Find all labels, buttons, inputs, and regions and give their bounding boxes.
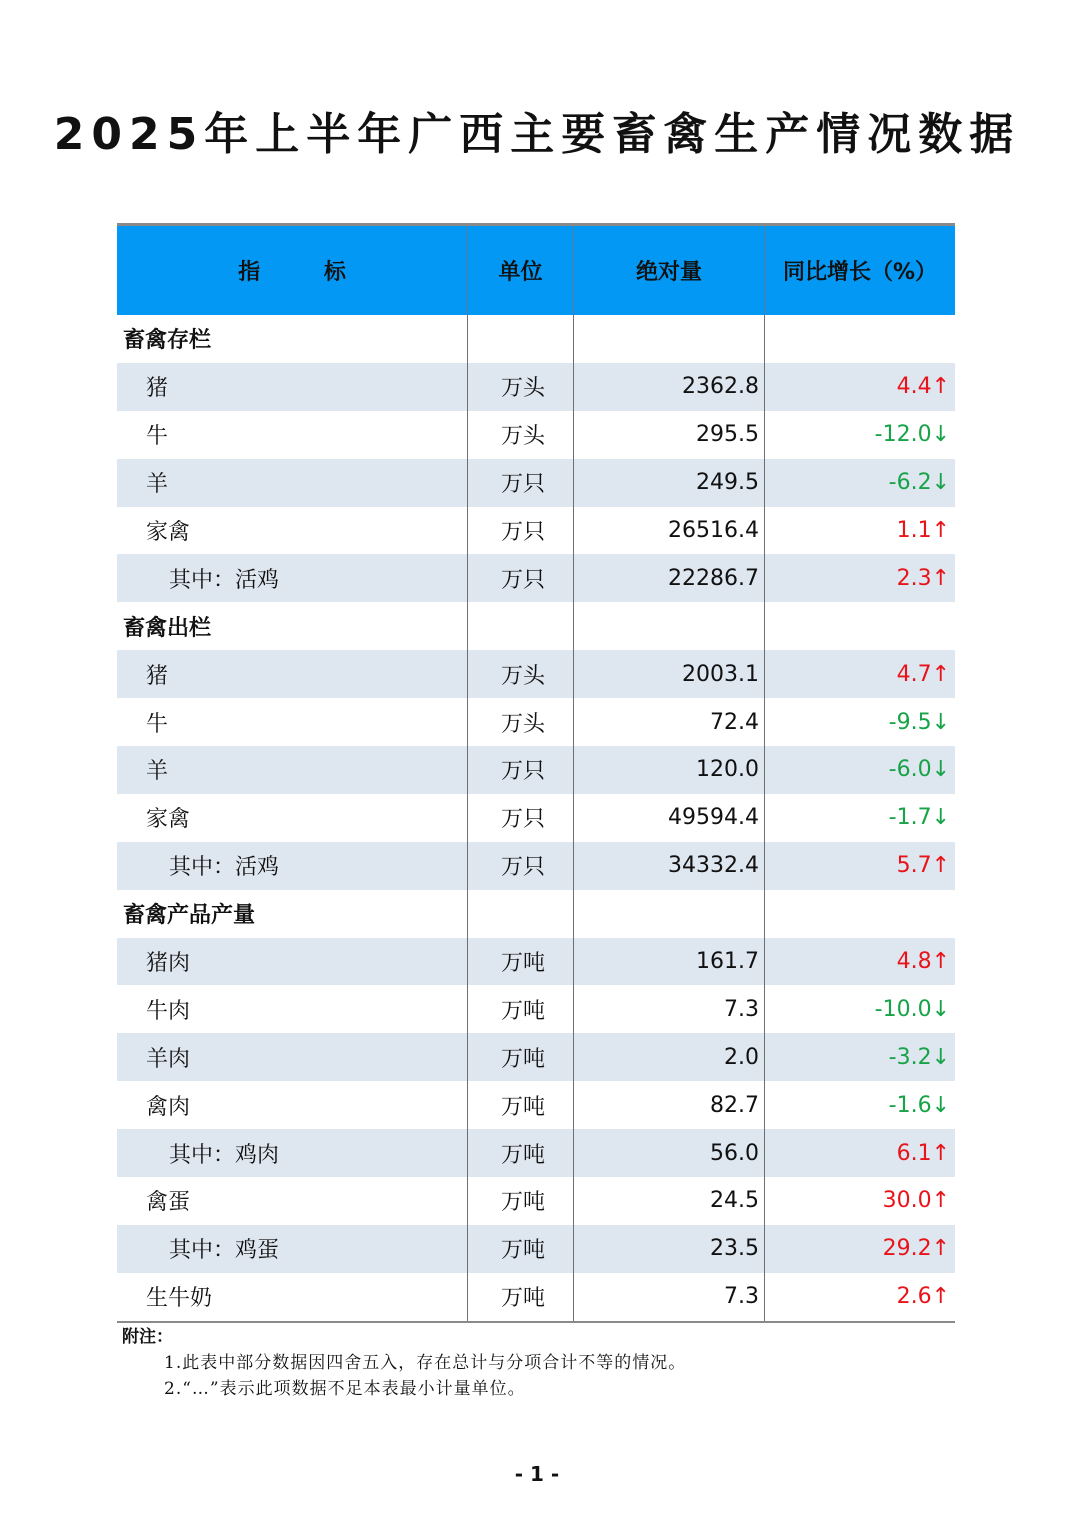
table-row — [117, 1273, 955, 1321]
row-name: 畜禽存栏 — [123, 328, 212, 354]
row-name: 猪 — [146, 663, 169, 689]
row-unit — [467, 602, 573, 650]
row-unit: 万只 — [467, 459, 573, 507]
row-name: 其中：鸡蛋 — [169, 1238, 280, 1264]
row-growth: 6.1↑ — [764, 1129, 955, 1177]
header-absolute: 绝对量 — [573, 226, 764, 315]
table-row — [117, 842, 955, 890]
table-row — [117, 938, 955, 986]
table-row — [117, 1225, 955, 1273]
footnotes — [122, 1324, 686, 1402]
row-name: 牛肉 — [146, 998, 191, 1024]
row-value: 56.0 — [573, 1129, 764, 1177]
row-unit: 万只 — [467, 554, 573, 602]
row-value: 22286.7 — [573, 554, 764, 602]
row-name: 牛 — [146, 424, 169, 450]
row-name: 畜禽出栏 — [123, 615, 212, 641]
row-value: 26516.4 — [573, 507, 764, 555]
row-growth: 2.6↑ — [764, 1273, 955, 1321]
row-value: 72.4 — [573, 698, 764, 746]
row-name: 羊 — [146, 759, 169, 785]
row-growth: -6.2↓ — [764, 459, 955, 507]
row-unit: 万只 — [467, 842, 573, 890]
row-growth: -1.6↓ — [764, 1081, 955, 1129]
table-row — [117, 890, 955, 938]
table-row — [117, 698, 955, 746]
row-growth: 30.0↑ — [764, 1177, 955, 1225]
row-value: 34332.4 — [573, 842, 764, 890]
row-unit: 万只 — [467, 746, 573, 794]
row-growth: -10.0↓ — [764, 985, 955, 1033]
row-growth: 5.7↑ — [764, 842, 955, 890]
row-value — [573, 890, 764, 938]
row-name: 畜禽产品产量 — [123, 903, 256, 929]
row-unit: 万吨 — [467, 938, 573, 986]
table-row — [117, 1033, 955, 1081]
row-unit: 万吨 — [467, 1129, 573, 1177]
row-name: 禽蛋 — [146, 1190, 191, 1216]
row-growth: 4.4↑ — [764, 363, 955, 411]
notes-heading: 附注： — [122, 1327, 173, 1347]
row-value: 49594.4 — [573, 794, 764, 842]
row-growth — [764, 602, 955, 650]
row-unit: 万吨 — [467, 1273, 573, 1321]
row-unit — [467, 315, 573, 363]
row-growth: 29.2↑ — [764, 1225, 955, 1273]
table-row — [117, 1081, 955, 1129]
row-value: 23.5 — [573, 1225, 764, 1273]
row-unit: 万头 — [467, 698, 573, 746]
row-value: 120.0 — [573, 746, 764, 794]
row-name: 猪 — [146, 376, 169, 402]
row-value: 7.3 — [573, 1273, 764, 1321]
note-item: 1.此表中部分数据因四舍五入，存在总计与分项合计不等的情况。 — [164, 1353, 687, 1373]
row-name: 其中：活鸡 — [169, 855, 280, 881]
row-growth: -6.0↓ — [764, 746, 955, 794]
row-unit — [467, 890, 573, 938]
row-value: 2.0 — [573, 1033, 764, 1081]
table-row — [117, 985, 955, 1033]
row-name: 羊 — [146, 472, 169, 498]
row-name: 其中：活鸡 — [169, 567, 280, 593]
row-value — [573, 315, 764, 363]
page-number: - 1 - — [514, 1462, 560, 1486]
row-name: 生牛奶 — [146, 1286, 213, 1312]
table-row — [117, 459, 955, 507]
row-unit: 万吨 — [467, 1081, 573, 1129]
row-growth — [764, 315, 955, 363]
table-row — [117, 602, 955, 650]
header-indicator: 指 标 — [238, 260, 374, 285]
row-value: 2362.8 — [573, 363, 764, 411]
row-name: 家禽 — [146, 520, 191, 545]
table-row — [117, 411, 955, 459]
table-row — [117, 650, 955, 698]
row-value: 249.5 — [573, 459, 764, 507]
row-growth: -3.2↓ — [764, 1033, 955, 1081]
table-row — [117, 746, 955, 794]
row-value: 7.3 — [573, 985, 764, 1033]
row-growth: -1.7↓ — [764, 794, 955, 842]
row-value: 161.7 — [573, 938, 764, 986]
table-row — [117, 794, 955, 842]
row-growth: 2.3↑ — [764, 554, 955, 602]
row-unit: 万头 — [467, 363, 573, 411]
row-unit: 万只 — [467, 507, 573, 555]
row-unit: 万吨 — [467, 1033, 573, 1081]
page-title: 2025年上半年广西主要畜禽生产情况数据 — [53, 109, 1021, 160]
row-growth: 4.7↑ — [764, 650, 955, 698]
row-name: 猪肉 — [146, 951, 191, 977]
table-header — [117, 226, 955, 315]
row-name: 家禽 — [146, 807, 191, 833]
row-value: 295.5 — [573, 411, 764, 459]
row-unit: 万吨 — [467, 1177, 573, 1225]
row-unit: 万头 — [467, 411, 573, 459]
row-name: 羊肉 — [146, 1046, 191, 1072]
table-row — [117, 554, 955, 602]
row-value: 82.7 — [573, 1081, 764, 1129]
note-item: 2.“…”表示此项数据不足本表最小计量单位。 — [164, 1379, 526, 1399]
data-table — [117, 223, 955, 1323]
row-name: 其中：鸡肉 — [169, 1142, 280, 1168]
header-growth: 同比增长（%） — [764, 226, 955, 315]
header-unit: 单位 — [467, 226, 573, 315]
row-value: 2003.1 — [573, 650, 764, 698]
row-name: 牛 — [146, 711, 169, 737]
row-growth: -12.0↓ — [764, 411, 955, 459]
table-row — [117, 1177, 955, 1225]
row-unit: 万吨 — [467, 985, 573, 1033]
row-name: 禽肉 — [146, 1094, 191, 1120]
table-row — [117, 315, 955, 363]
row-unit: 万只 — [467, 794, 573, 842]
row-unit: 万吨 — [467, 1225, 573, 1273]
table-row — [117, 1129, 955, 1177]
row-growth: -9.5↓ — [764, 698, 955, 746]
row-value: 24.5 — [573, 1177, 764, 1225]
row-growth — [764, 890, 955, 938]
row-value — [573, 602, 764, 650]
row-growth: 1.1↑ — [764, 507, 955, 555]
table-row — [117, 363, 955, 411]
row-unit: 万头 — [467, 650, 573, 698]
row-growth: 4.8↑ — [764, 938, 955, 986]
table-row — [117, 507, 955, 555]
